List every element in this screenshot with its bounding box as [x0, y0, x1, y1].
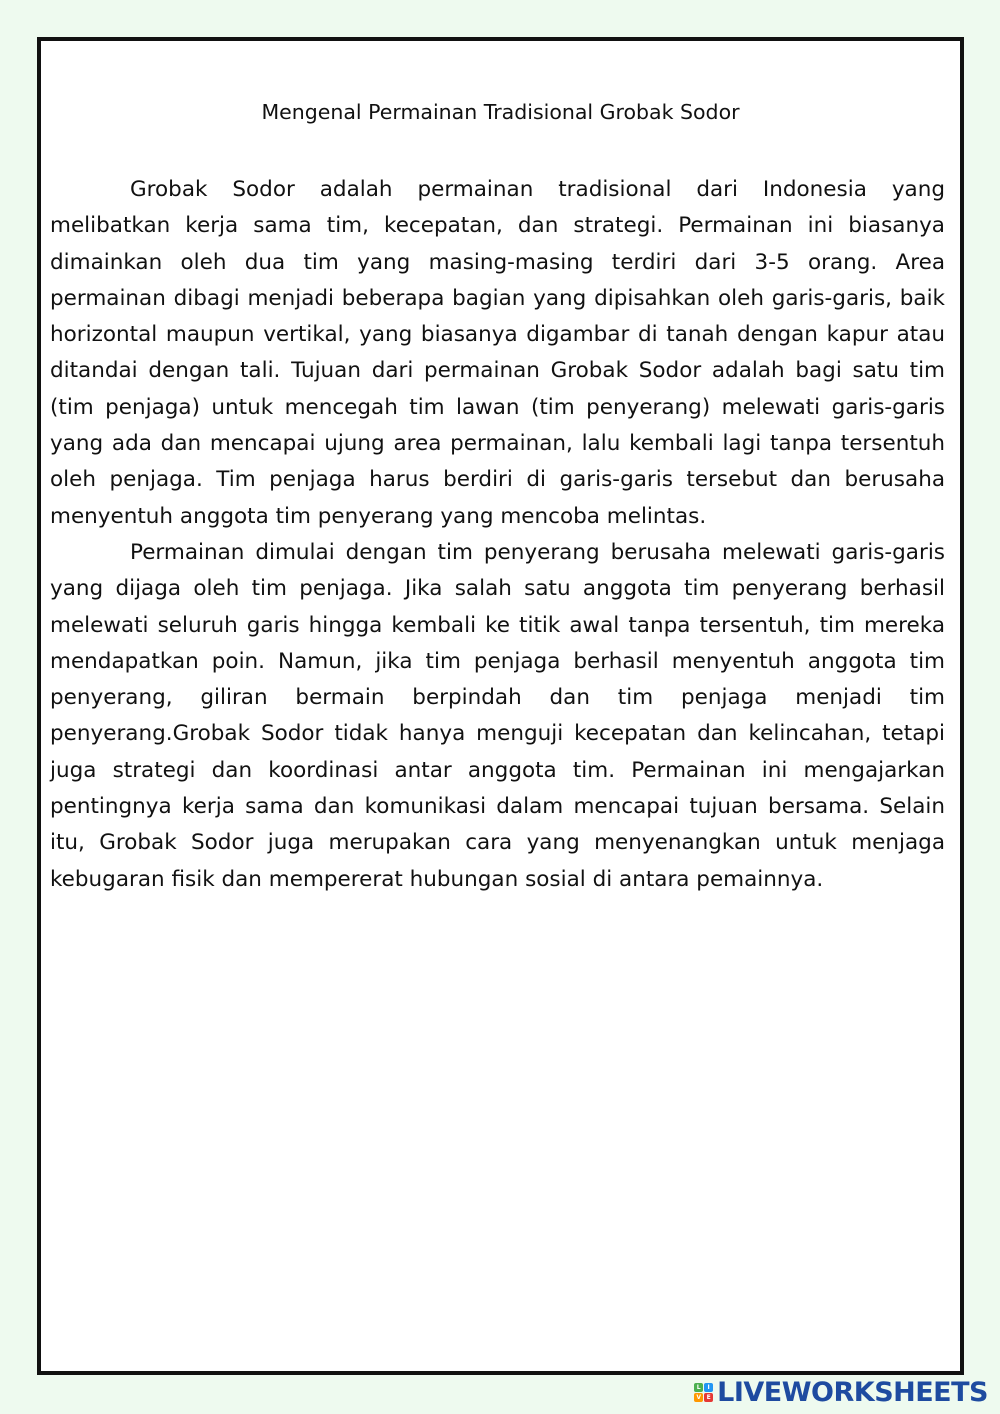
- paragraph-2: Permainan dimulai dengan tim penyerang berusaha melewati garis-garis yang dijaga oleh tim penjaga. Jika salah satu anggota tim penyerang berhasil melewati seluruh garis hingga kembali ke titik awal tanpa tersentuh, tim mereka mendapatkan poin. Namun, jika tim penjaga berhasil menyentuh anggota tim penyerang, giliran bermain berpindah dan tim penjaga menjadi tim penyerang.Grobak Sodor tidak hanya menguji kecepatan dan kelincahan, tetapi juga strategi dan koordinasi antar anggota tim. Permainan ini mengajarkan pentingnya kerja sama dan komunikasi dalam mencapai tujuan bersama. Selain itu, Grobak Sodor juga merupakan cara yang menyenangkan untuk menjaga kebugaran fisik dan mempererat hubungan sosial di antara pemainnya.: [50, 539, 945, 892]
- paragraph-1: Grobak Sodor adalah permainan tradisional dari Indonesia yang melibatkan kerja sama tim, kecepatan, dan strategi. Permainan ini biasanya dimainkan oleh dua tim yang masing-masing terdiri dari 3-5 orang. Area permainan dibagi menjadi beberapa bagian yang dipisahkan oleh garis-garis, baik horizontal maupun vertikal, yang biasanya digambar di tanah dengan kapur atau ditandai dengan tali. Tujuan dari permainan Grobak Sodor adalah bagi satu tim (tim penjaga) untuk mencegah tim lawan (tim penyerang) melewati garis-garis yang ada dan mencapai ujung area permainan, lalu kembali lagi tanpa tersentuh oleh penjaga. Tim penjaga harus berdiri di garis-garis tersebut dan berusaha menyentuh anggota tim penyerang yang mencoba melintas.: [50, 177, 945, 529]
- worksheet-page: [37, 37, 964, 1375]
- body-text: [50, 172, 945, 898]
- logo-mark-letter: E: [704, 1393, 713, 1402]
- logo-mark-letter: I: [704, 1383, 713, 1392]
- logo-text: LIVEWORKSHEETS: [717, 1377, 988, 1408]
- logo-mark-icon: [694, 1383, 713, 1402]
- page-title: Mengenal Permainan Tradisional Grobak Sodor: [261, 100, 740, 124]
- liveworksheets-logo[interactable]: [694, 1377, 988, 1408]
- logo-mark-letter: L: [694, 1383, 703, 1392]
- logo-mark-letter: V: [694, 1393, 703, 1402]
